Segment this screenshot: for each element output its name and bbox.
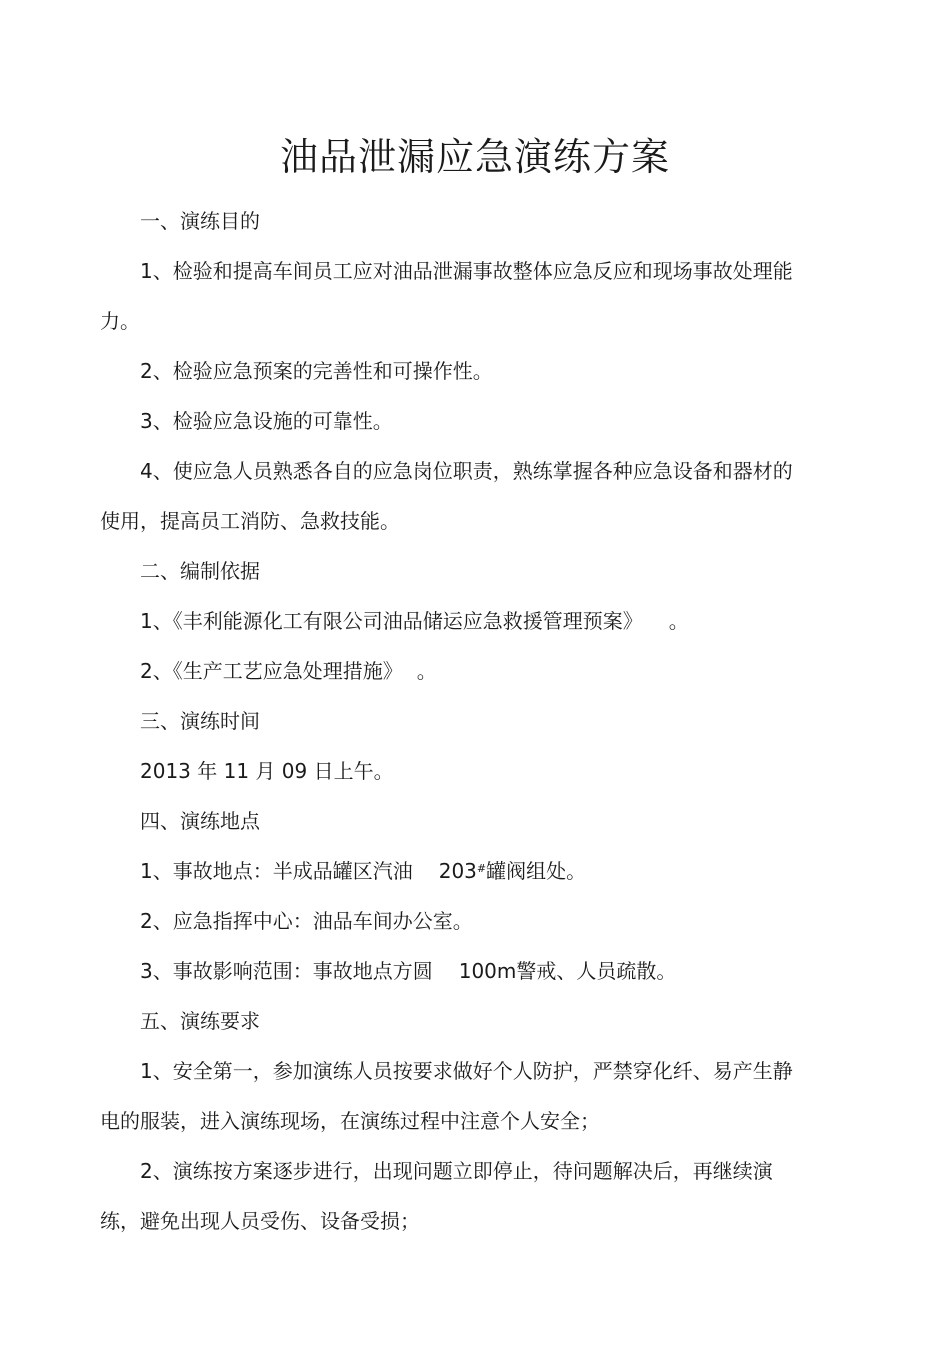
tank-number-mark: # xyxy=(476,862,487,875)
location-item-1-end: 罐阀组处。 xyxy=(486,859,587,883)
location-item-3 xyxy=(100,946,810,996)
location-item-3-end: 警戒、人员疏散。 xyxy=(516,959,677,983)
location-item-1-text: 1、事故地点：半成品罐区汽油 xyxy=(140,859,413,883)
basis-item-1-end: 。 xyxy=(668,609,689,633)
section-heading-requirements: 五、演练要求 xyxy=(140,1009,260,1033)
requirement-item-1: 1、安全第一，参加演练人员按要求做好个人防护，严禁穿化纤、易产生静电的服装，进入演练现场，在演练过程中注意个人安全； xyxy=(100,1059,793,1133)
purpose-item-1: 1、检验和提高车间员工应对油品泄漏事故整体应急反应和现场事故处理能力。 xyxy=(100,259,793,333)
basis-item-2-end: 。 xyxy=(416,659,437,683)
radius-value: 100m xyxy=(458,959,517,983)
basis-item-2 xyxy=(100,646,810,696)
purpose-item-3: 3、检验应急设施的可靠性。 xyxy=(140,409,393,433)
section-heading-time: 三、演练时间 xyxy=(140,709,260,733)
purpose-item-2: 2、检验应急预案的完善性和可操作性。 xyxy=(140,359,493,383)
section-heading-purpose: 一、演练目的 xyxy=(140,209,260,233)
location-item-1 xyxy=(100,846,810,896)
location-item-2: 2、应急指挥中心：油品车间办公室。 xyxy=(140,909,473,933)
location-item-3-text: 3、事故影响范围：事故地点方圆 xyxy=(140,959,433,983)
drill-time: 2013 年 11 月 09 日上午。 xyxy=(140,759,394,783)
tank-number: 203 xyxy=(438,859,477,883)
basis-item-1-text: 1、《丰利能源化工有限公司油品储运应急救援管理预案》 xyxy=(140,609,643,633)
section-heading-basis: 二、编制依据 xyxy=(140,559,260,583)
document-title: 油品泄漏应急演练方案 xyxy=(279,135,670,179)
purpose-item-4: 4、使应急人员熟悉各自的应急岗位职责，熟练掌握各种应急设备和器材的使用，提高员工消防、急救技能。 xyxy=(100,459,793,533)
requirement-item-2: 2、演练按方案逐步进行，出现问题立即停止，待问题解决后，再继续演练，避免出现人员受伤、设备受损； xyxy=(100,1159,773,1233)
basis-item-2-text: 2、《生产工艺应急处理措施》 xyxy=(140,659,403,683)
basis-item-1 xyxy=(100,596,810,646)
document-body xyxy=(100,196,810,1246)
section-heading-location: 四、演练地点 xyxy=(140,809,260,833)
